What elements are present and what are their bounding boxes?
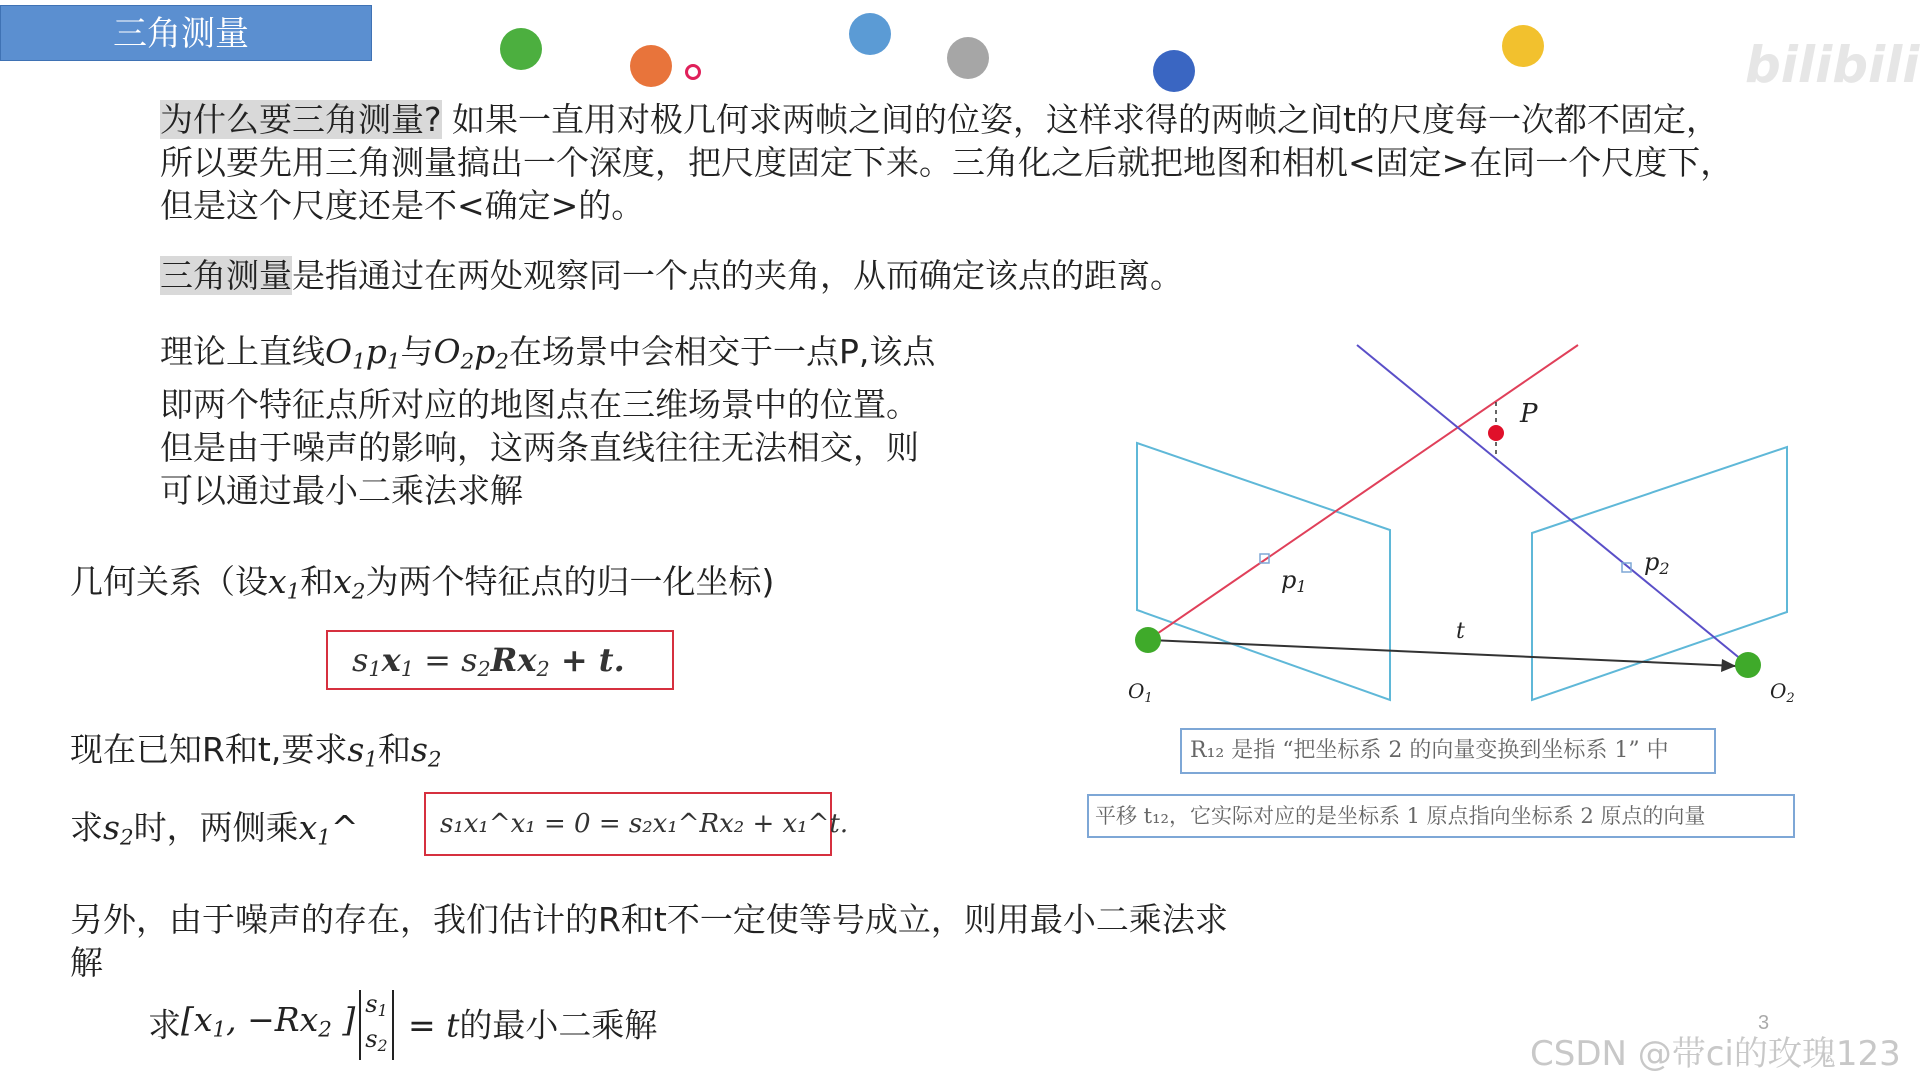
camera-O2 bbox=[1735, 652, 1761, 678]
solve-s2-line bbox=[70, 806, 470, 859]
lsq-eq: = bbox=[397, 1005, 447, 1045]
theory-paragraph bbox=[160, 330, 1040, 512]
intro-line-2: 所以要先用三角测量搞出一个深度，把尺度固定下来。三角化之后就把地图和相机<固定>在同一个尺度下， bbox=[160, 143, 1734, 182]
decor-dot-yellow bbox=[1502, 25, 1544, 67]
equation-box-1: $s_1x_1 = s_2Rx_2 + t$. bbox=[326, 630, 674, 690]
label-t: t bbox=[1456, 619, 1465, 644]
lsq-line bbox=[148, 990, 848, 1060]
caption-translation: 平移 t₁₂，它实际对应的是坐标系 1 原点指向坐标系 2 原点的向量 bbox=[1087, 794, 1795, 838]
decor-dot-orange bbox=[630, 45, 672, 87]
ray-O2-p2 bbox=[1357, 345, 1748, 665]
lsq-text: 求 bbox=[148, 1005, 181, 1045]
theory-line-3: 但是由于噪声的影响，这两条直线往往无法相交，则 bbox=[160, 428, 919, 468]
solve-text: 时，两侧乘 bbox=[133, 808, 299, 847]
cursor-dot bbox=[685, 64, 701, 80]
definition-rest: 是指通过在两处观察同一个点的夹角，从而确定该点的距离。 bbox=[292, 256, 1183, 295]
intro-question: 为什么要三角测量? bbox=[160, 100, 442, 139]
theory-line-4: 可以通过最小二乘法求解 bbox=[160, 471, 523, 511]
left-image-plane bbox=[1137, 443, 1390, 700]
math-s2: $s_2$ bbox=[103, 808, 134, 851]
solve-text: 求 bbox=[70, 808, 103, 847]
lsq-matrix-row: [$x_1$, $-Rx_2$ ] bbox=[181, 1000, 356, 1043]
math-O2: $O_2p_2$ bbox=[433, 332, 509, 375]
theory-text: 理论上直线 bbox=[160, 332, 325, 371]
point-P bbox=[1488, 425, 1504, 441]
geometry-line bbox=[70, 560, 970, 613]
theory-line-2: 即两个特征点所对应的地图点在三维场景中的位置。 bbox=[160, 385, 919, 425]
baseline-arrowhead bbox=[1721, 659, 1736, 672]
label-p1: p1 bbox=[1281, 566, 1307, 596]
decor-dot-blue bbox=[849, 13, 891, 55]
page-number: 3 bbox=[1758, 1012, 1770, 1034]
label-O2: $O_2$ bbox=[1770, 679, 1795, 706]
math-s1: $s_1$ bbox=[347, 730, 378, 773]
equation-2-text: s₁x₁^x₁ = 0 = s₂x₁^Rx₂ + x₁^t. bbox=[440, 809, 849, 839]
ray-O1-p1 bbox=[1148, 345, 1578, 640]
definition-term: 三角测量 bbox=[160, 256, 292, 295]
slide-title: 三角测量 bbox=[0, 5, 372, 61]
noise-line-2: 解 bbox=[70, 943, 103, 982]
intro-paragraph bbox=[160, 98, 1900, 227]
camera-O1 bbox=[1135, 627, 1161, 653]
known-line bbox=[70, 728, 770, 781]
decor-dot-gray bbox=[947, 37, 989, 79]
label-P: P bbox=[1520, 399, 1538, 429]
math-x1: $x_1$ bbox=[268, 562, 301, 605]
decor-dot-green bbox=[500, 28, 542, 70]
bilibili-watermark: bilibili bbox=[1745, 36, 1920, 94]
geometry-text: 和 bbox=[300, 562, 334, 601]
caption-rotation: R₁₂ 是指 “把坐标系 2 的向量变换到坐标系 1” 中 bbox=[1180, 728, 1716, 774]
lsq-text: 的最小二乘解 bbox=[459, 1005, 658, 1045]
known-text: 和 bbox=[377, 730, 411, 769]
triangulation-diagram bbox=[1100, 330, 1820, 730]
theory-text: 在场景中会相交于一点P,该点 bbox=[508, 332, 936, 371]
math-x2: $x_2$ bbox=[333, 562, 366, 605]
theory-line-1 bbox=[160, 330, 1040, 383]
noise-line-1: 另外，由于噪声的存在，我们估计的R和t不一定使等号成立，则用最小二乘法求 bbox=[70, 900, 1228, 939]
intro-line-3: 但是这个尺度还是不<确定>的。 bbox=[160, 186, 645, 225]
csdn-watermark: CSDN @带ci的玫瑰123 bbox=[1530, 1034, 1901, 1074]
label-p2: p2 bbox=[1644, 548, 1670, 578]
math-s2: $s_2$ bbox=[410, 730, 442, 773]
decor-dot-navy bbox=[1153, 50, 1195, 92]
lsq-t: t bbox=[446, 1005, 460, 1045]
noise-paragraph bbox=[70, 898, 1370, 984]
equation-box-2 bbox=[424, 792, 849, 856]
math-x1: $x_1$ bbox=[298, 808, 331, 851]
geometry-text: 为两个特征点的归一化坐标) bbox=[365, 562, 775, 601]
known-text: 现在已知R和t,要求 bbox=[70, 730, 348, 769]
intro-line-1 bbox=[160, 98, 1900, 141]
theory-text: 与 bbox=[400, 332, 434, 371]
lsq-vector: $s_1$ $s_2$ bbox=[359, 990, 393, 1060]
label-O1: $O_1$ bbox=[1128, 679, 1153, 706]
math-O1: $O_1p_1$ bbox=[325, 332, 401, 375]
intro-line1-rest: 如果一直用对极几何求两帧之间的位姿，这样求得的两帧之间t的尺度每一次都不固定， bbox=[441, 100, 1719, 139]
geometry-text: 几何关系（设 bbox=[70, 562, 268, 601]
definition-line bbox=[160, 254, 1560, 297]
hat-symbol: ^ bbox=[330, 808, 359, 847]
baseline-t bbox=[1150, 640, 1736, 666]
